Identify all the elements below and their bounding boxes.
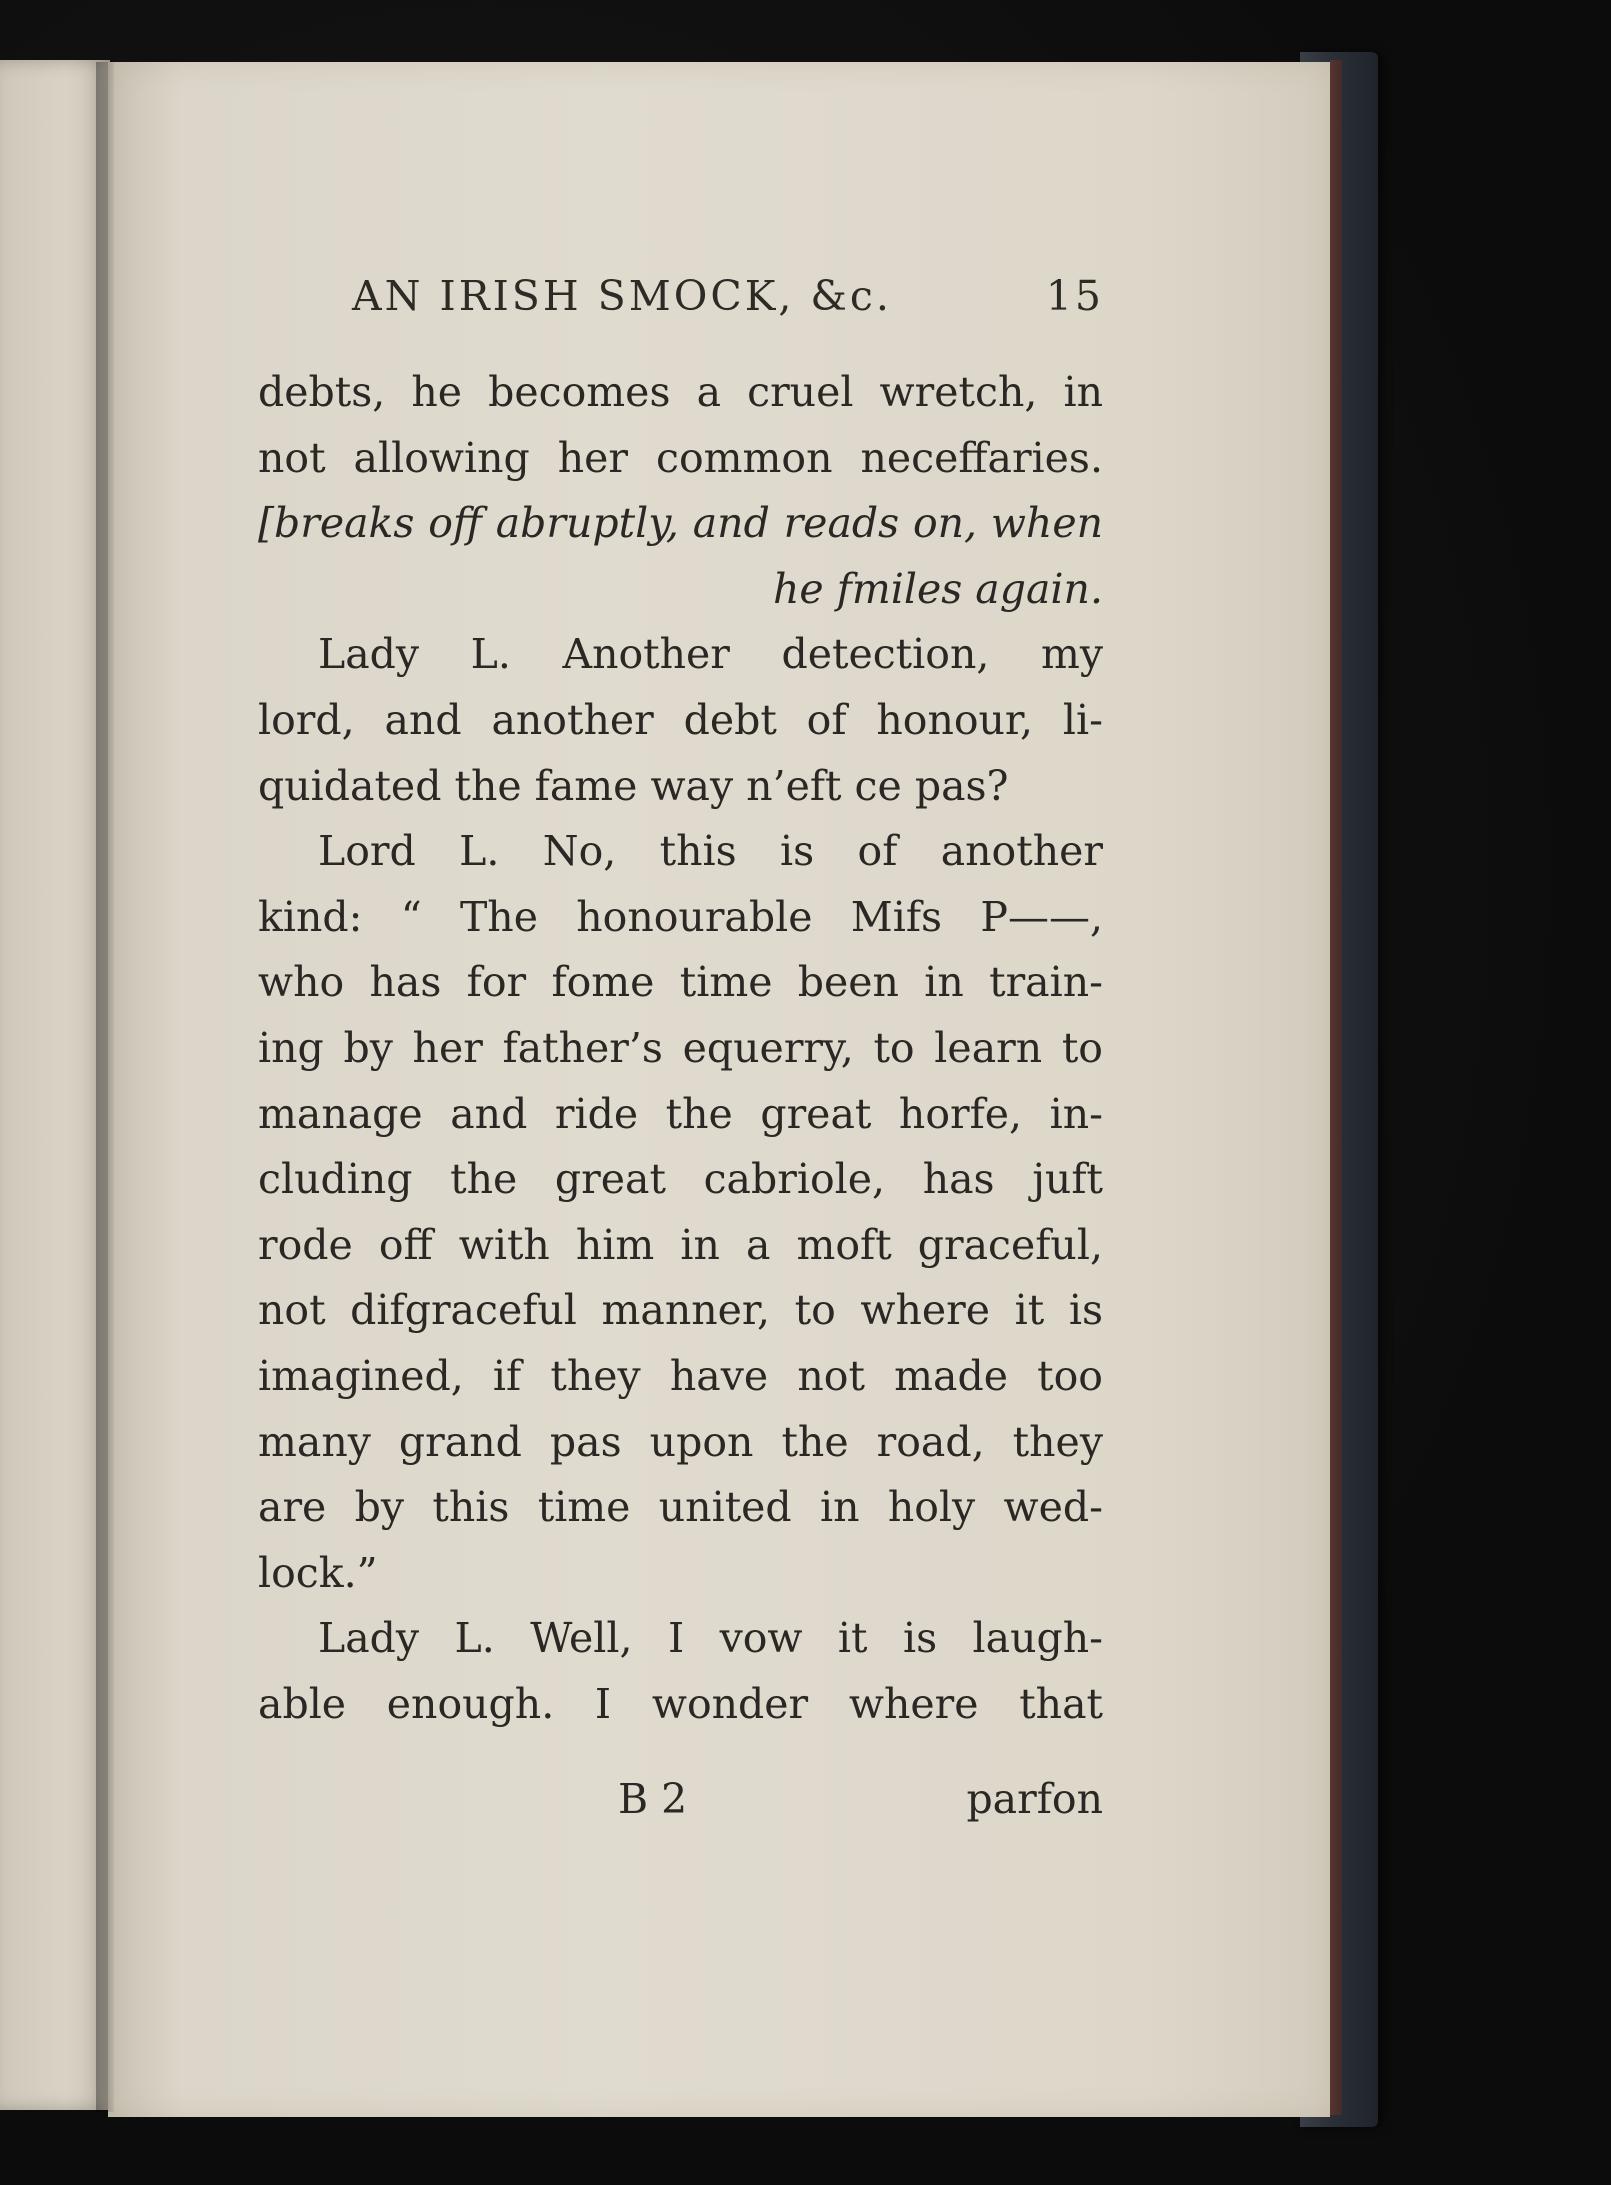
- text-line: lock.”: [258, 1548, 378, 1597]
- text-line: not difgraceful manner, to where it is: [258, 1286, 1103, 1335]
- text-line: are by this time united in holy wed-: [258, 1483, 1103, 1532]
- previous-page-edge: [0, 60, 110, 2110]
- text-line: quidated the fame way n’eft ce pas?: [258, 761, 1009, 810]
- running-head-title: AN IRISH SMOCK, &c.: [352, 272, 892, 320]
- signature-mark: B 2: [618, 1775, 688, 1823]
- speaker-line: Lord L. No, this is of another: [318, 827, 1103, 876]
- text-line: lord, and another debt of honour, li-: [258, 695, 1103, 744]
- text-line: ing by her father’s equerry, to learn to: [258, 1023, 1103, 1072]
- text-line: manage and ride the great horfe, in-: [258, 1089, 1103, 1138]
- speaker-line: Lady L. Another detection, my: [318, 630, 1103, 679]
- speaker-line: Lady L. Well, I vow it is laugh-: [318, 1614, 1103, 1663]
- text-line: not allowing her common neceffaries.: [258, 433, 1103, 482]
- page-number: 15: [1045, 272, 1104, 320]
- text-line: kind: “ The honourable Mifs P——,: [258, 892, 1103, 941]
- running-head: [352, 272, 1104, 320]
- stage-direction-line: [breaks off abruptly, and reads on, when: [258, 499, 1103, 548]
- stage-direction-line: he fmiles again.: [772, 564, 1103, 613]
- page-footer: [258, 1766, 1103, 1832]
- text-line: cluding the great cabriole, has juft: [258, 1155, 1103, 1204]
- text-line: imagined, if they have not made too: [258, 1351, 1103, 1400]
- page-gutter: [96, 62, 114, 2112]
- text-line: able enough. I wonder where that: [258, 1679, 1103, 1728]
- text-line: rode off with him in a moft graceful,: [258, 1220, 1103, 1269]
- text-line: many grand pas upon the road, they: [258, 1417, 1103, 1466]
- cover-edge: [1330, 60, 1342, 2115]
- text-line: debts, he becomes a cruel wretch, in: [258, 368, 1103, 416]
- page-body-text: [258, 360, 1103, 1737]
- text-line: who has for fome time been in train-: [258, 958, 1103, 1007]
- catchword: parfon: [966, 1775, 1103, 1823]
